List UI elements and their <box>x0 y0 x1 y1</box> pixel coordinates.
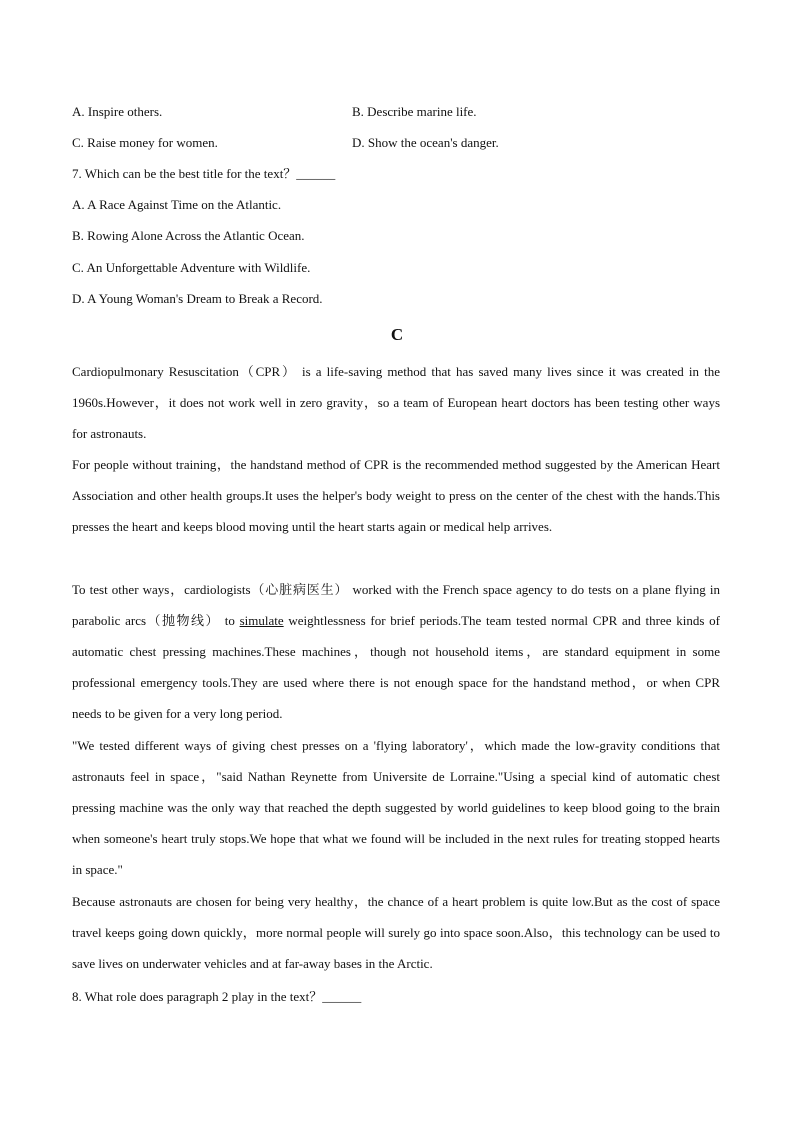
paragraph-3-text-after: weightlessness for brief periods.The team tested normal CPR and three kinds of automatic chest pressing machines.These machines，though not household items，are standard equipment in some professional emergency tools.They are used where there is not enough space for the handstand method，or when CPR needs to be given for a very long period. <box>72 613 720 722</box>
paragraph-3-text-before: To test other ways，cardiologists（心脏病医生） worked with the French space agency to do tests on a plane flying in parabolic arcs（抛物线） to <box>72 582 720 629</box>
q7-option-a[interactable]: A. A Race Against Time on the Atlantic. <box>72 197 282 212</box>
q6-option-d[interactable]: D. Show the ocean's danger. <box>352 135 499 150</box>
q7-option-b[interactable]: B. Rowing Alone Across the Atlantic Ocean. <box>72 228 305 243</box>
q8-question: 8. What role does paragraph 2 play in the text？______ <box>72 989 362 1004</box>
q6-option-c[interactable]: C. Raise money for women. <box>72 135 218 150</box>
underlined-word-simulate: simulate <box>239 613 284 629</box>
section-heading: C <box>390 325 404 344</box>
passage-paragraph-5: Because astronauts are chosen for being very healthy，the chance of a heart problem is quite low.But as the cost of space travel keeps going down quickly，more normal people will surely go into space soon.Also，this technology can be used to save lives on underwater vehicles and at far-away bases in the Arctic. <box>72 894 720 972</box>
passage-paragraph-2: For people without training，the handstand method of CPR is the recommended method suggested by the American Heart Association and other health groups.It uses the helper's body weight to press on the center of the chest with the hands.This presses the heart and keeps blood moving until the heart starts again or medical help arrives. <box>72 457 720 535</box>
q6-option-a[interactable]: A. Inspire others. <box>72 104 163 119</box>
q6-option-b[interactable]: B. Describe marine life. <box>352 104 477 119</box>
passage-paragraph-4: "We tested different ways of giving chest presses on a 'flying laboratory'，which made the low-gravity conditions that astronauts feel in space，"said Nathan Reynette from Universite de Lorraine."Using a special kind of automatic chest pressing machine was the only way that reached the depth suggested by world guidelines to keep blood going to the brain when someone's heart truly stops.We hope that what we found will be included in the next rules for treating stopped hearts in space." <box>72 738 720 878</box>
q7-option-d[interactable]: D. A Young Woman's Dream to Break a Record. <box>72 291 323 306</box>
passage-paragraph-3 <box>72 574 720 729</box>
q7-option-c[interactable]: C. An Unforgettable Adventure with Wildlife. <box>72 260 311 275</box>
q7-question: 7. Which can be the best title for the text？______ <box>72 166 336 181</box>
passage-paragraph-1: Cardiopulmonary Resuscitation（CPR） is a life-saving method that has saved many lives since it was created in the 1960s.However，it does not work well in zero gravity，so a team of European heart doctors has been testing other ways for astronauts. <box>72 364 720 442</box>
